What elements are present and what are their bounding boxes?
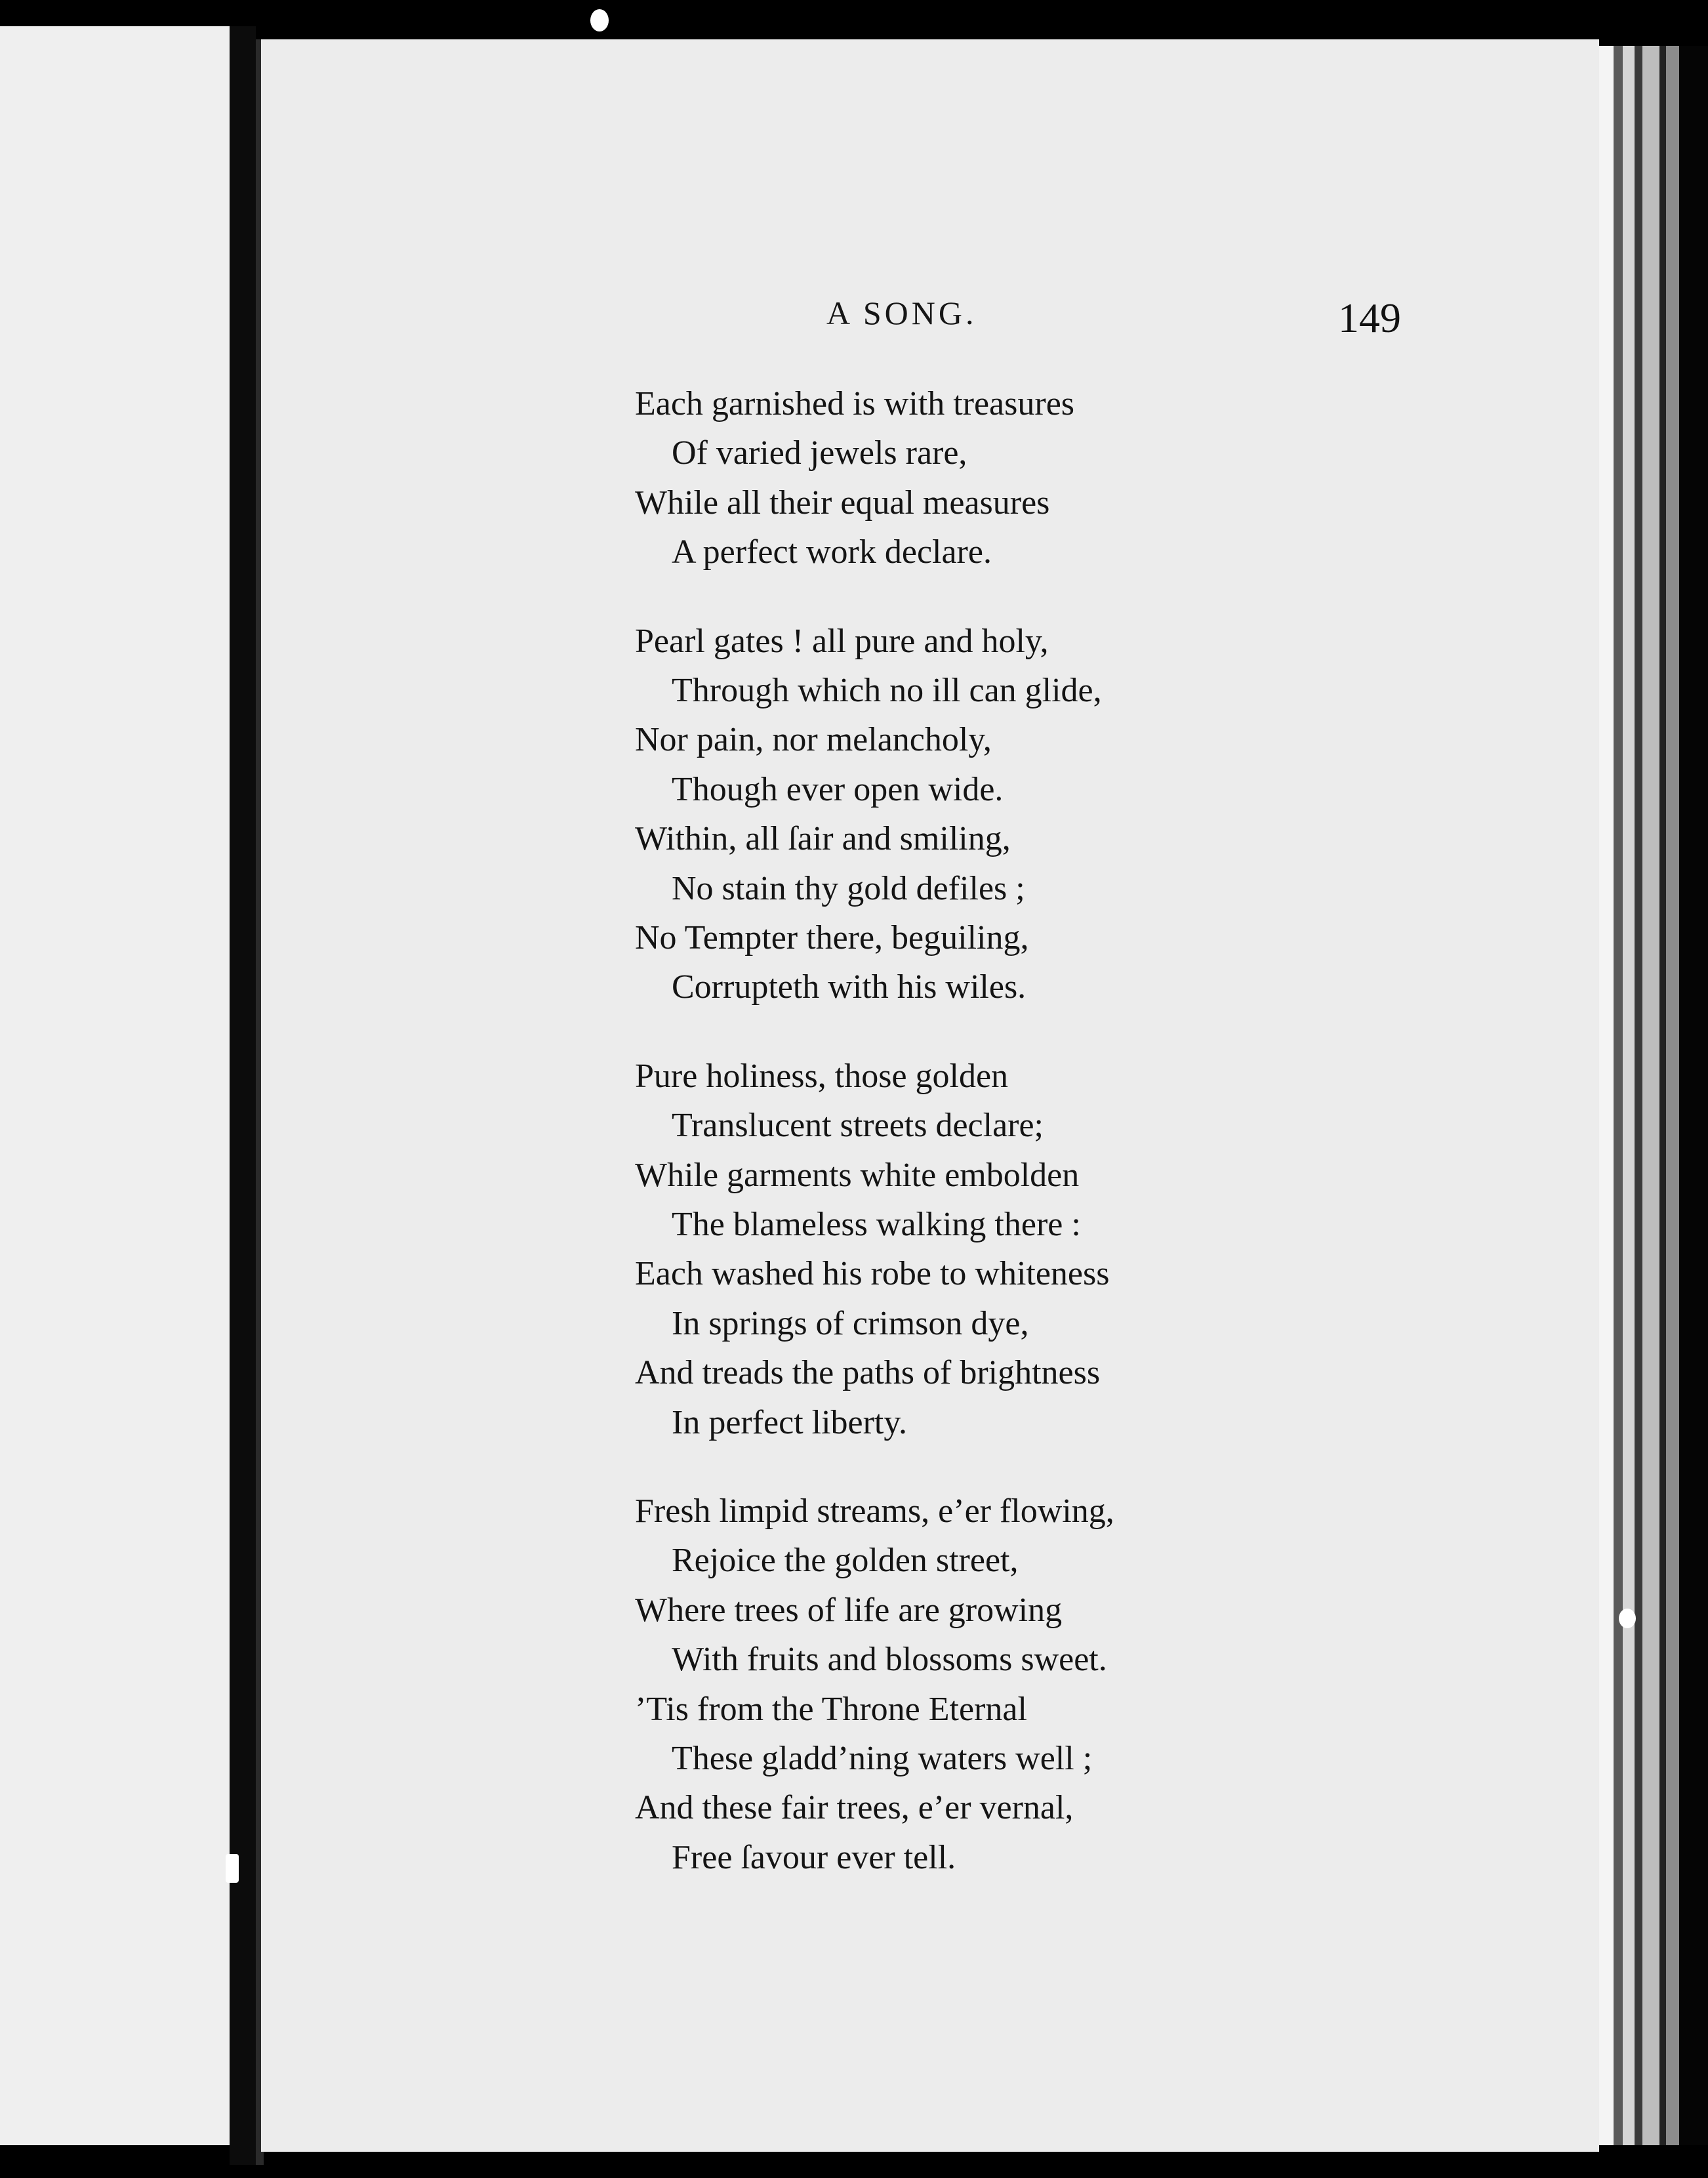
poem-line: Corrupteth with his wiles. (672, 968, 1027, 1006)
page-edge (1666, 46, 1679, 2145)
book-page (261, 39, 1599, 2152)
poem-line: Where trees of life are growing (635, 1592, 1063, 1629)
poem-line: Free ſavour ever tell. (672, 1839, 956, 1876)
poem-line: Through which no ill can glide, (672, 672, 1102, 709)
poem-line: These gladd’ning waters well ; (672, 1740, 1093, 1777)
poem-line: Translucent streets declare; (672, 1107, 1044, 1144)
page-edge (1599, 46, 1614, 2145)
poem-line: A perfect work declare. (672, 533, 992, 571)
page-edge (1623, 46, 1635, 2145)
poem-line: While garments white embolden (635, 1157, 1080, 1194)
poem-line: With fruits and blossoms sweet. (672, 1641, 1107, 1678)
poem-line: And treads the paths of brightness (635, 1354, 1101, 1391)
poem-line: Rejoice the golden street, (672, 1542, 1019, 1579)
poem-line: And these fair trees, e’er vernal, (635, 1789, 1074, 1826)
gutter (230, 26, 256, 2165)
scan-speck (226, 1854, 239, 1883)
poem-line: In perfect liberty. (672, 1404, 907, 1441)
scan-speck (1619, 1609, 1636, 1628)
poem-line: The blameless walking there : (672, 1206, 1081, 1243)
poem-line: ’Tis from the Throne Eternal (635, 1691, 1027, 1728)
page-edge (1635, 46, 1642, 2145)
poem-line: Though ever open wide. (672, 771, 1004, 808)
poem-line: While all their equal measures (635, 484, 1050, 522)
poem-line: Pure holiness, those golden (635, 1058, 1009, 1095)
page-number: 149 (1338, 295, 1401, 341)
poem-line: Of varied jewels rare, (672, 434, 967, 472)
poem-line: Nor pain, nor melancholy, (635, 721, 992, 758)
page-edge (1614, 46, 1623, 2145)
poem-line: No Tempter there, beguiling, (635, 919, 1029, 956)
poem-line: Each washed his robe to whiteness (635, 1255, 1110, 1292)
poem-line: In springs of crimson dye, (672, 1305, 1029, 1342)
scan-speck (590, 9, 609, 31)
running-head: A SONG. (826, 295, 977, 331)
page-edge (1642, 46, 1659, 2145)
poem-line: No stain thy gold defiles ; (672, 870, 1025, 907)
poem-line: Each garnished is with treasures (635, 385, 1075, 422)
facing-page (0, 26, 230, 2145)
page-edge (1679, 46, 1708, 2145)
poem-line: Pearl gates ! all pure and holy, (635, 623, 1049, 660)
page-edge (1659, 46, 1666, 2145)
poem-line: Within, all ſair and smiling, (635, 820, 1011, 857)
poem-line: Fresh limpid streams, e’er flowing, (635, 1492, 1114, 1530)
